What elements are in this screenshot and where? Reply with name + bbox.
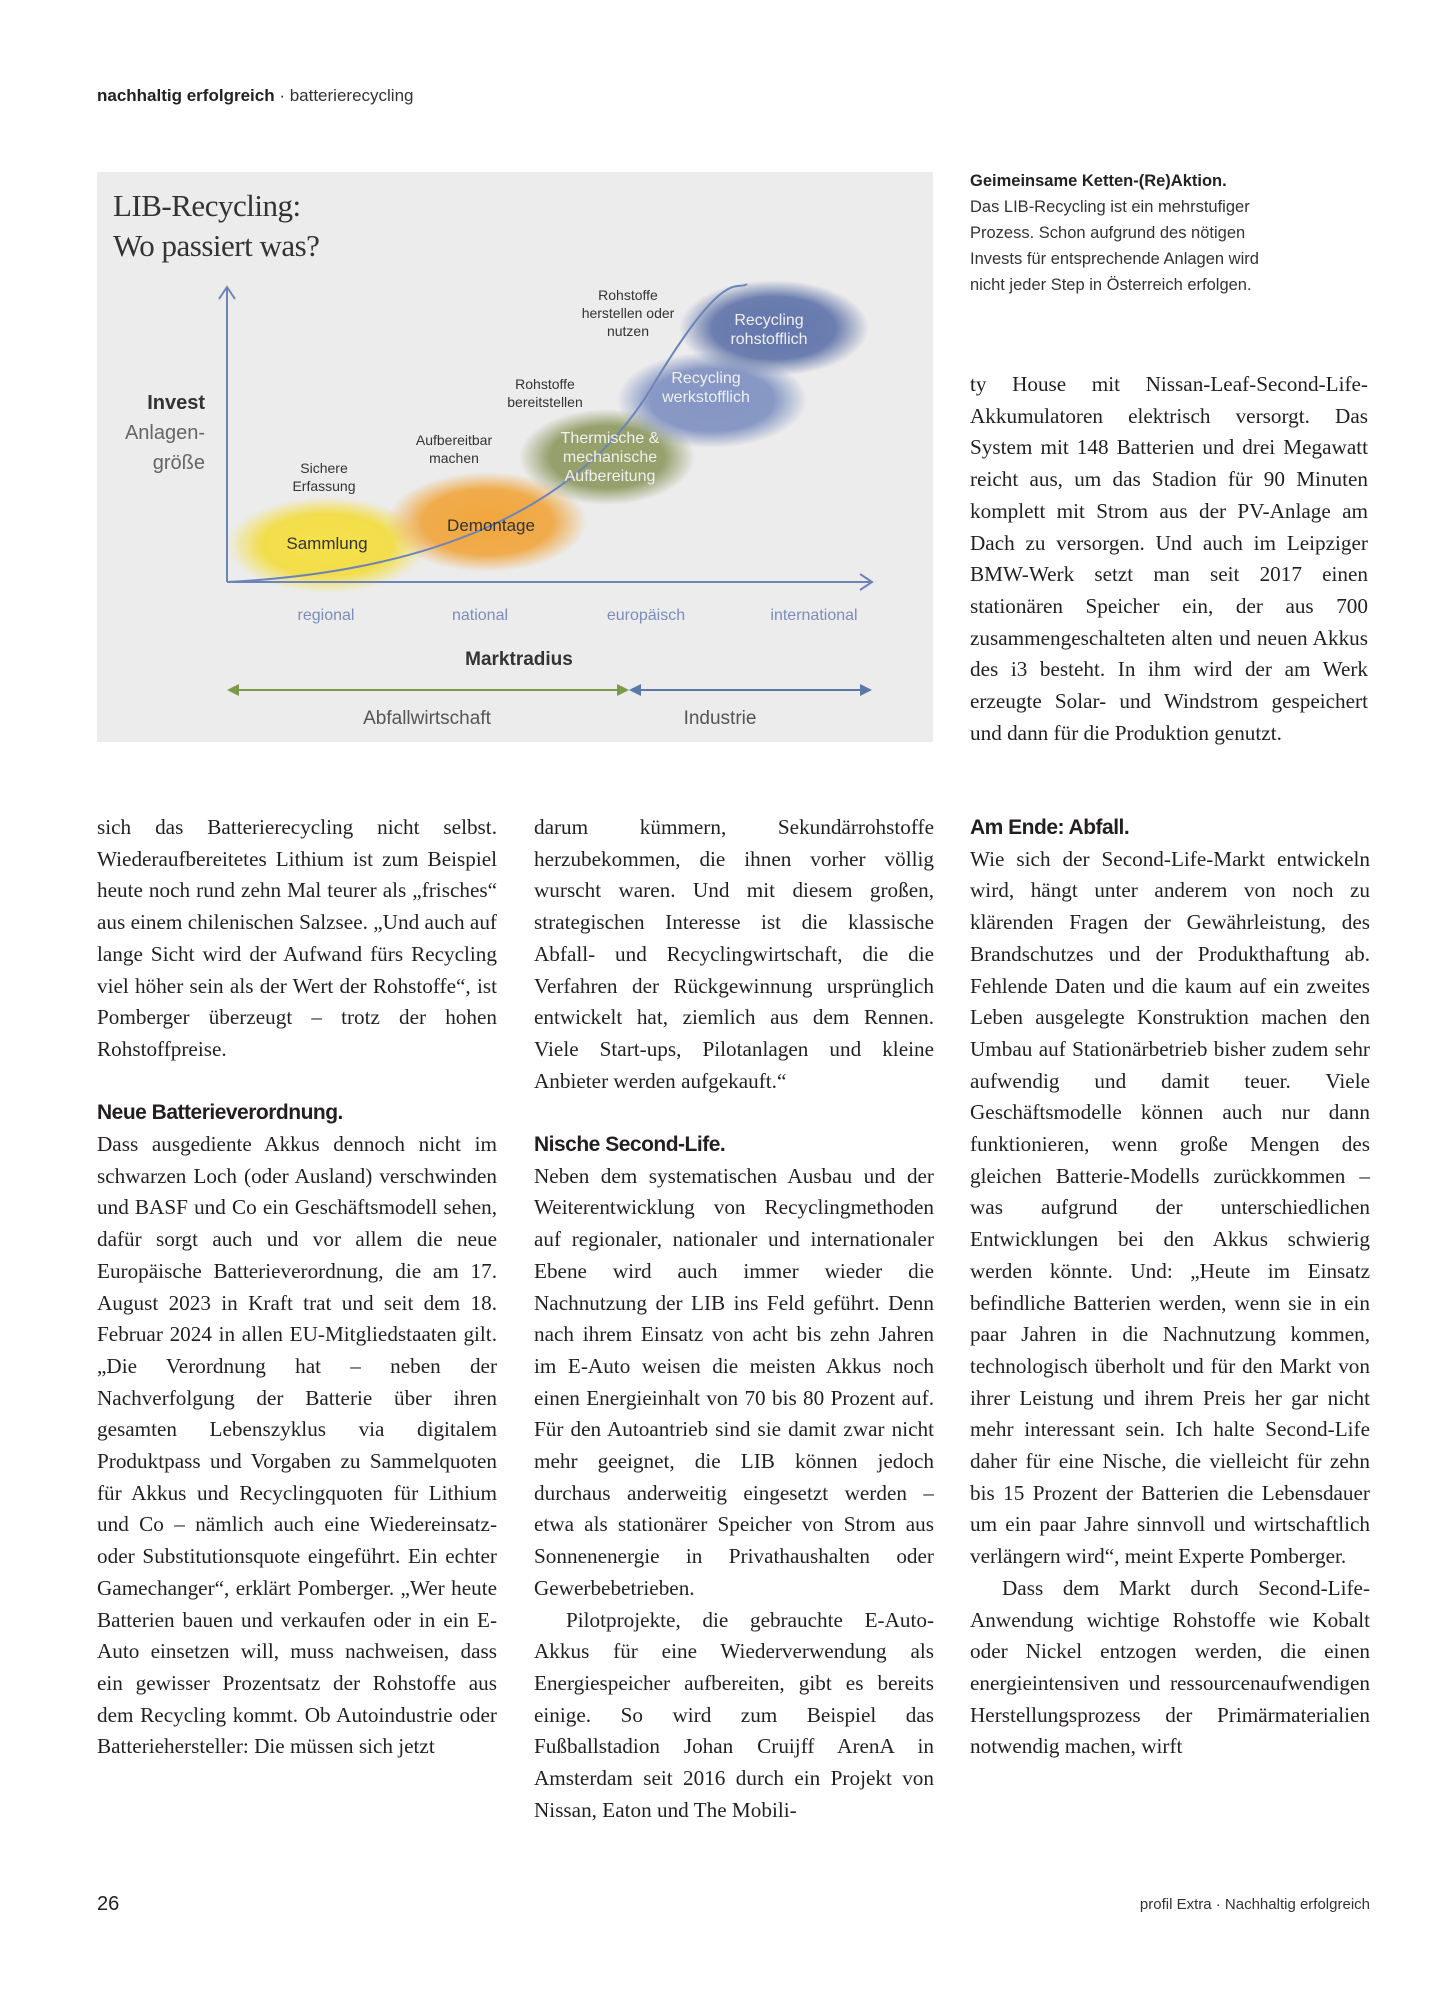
running-header [97,86,413,106]
stage-label-rohstofflich-1: Rohstoffe [598,287,658,303]
stage-name-demontage: Demontage [447,516,535,535]
stage-name-aufbereitung-1: Thermische & [560,430,660,447]
x-axis-title: Marktradius [465,649,573,670]
stage-label-aufbereitung-2: bereitstellen [507,394,583,410]
caption-line: Das LIB-Recycling ist ein mehrstufiger [970,198,1250,216]
column-3 [970,812,1370,1763]
col1-heading: Neue Batterieverordnung. [97,1101,343,1125]
recycling-diagram [97,172,933,742]
y-axis-label-line1: Anlagen- [124,422,205,444]
sector-label-industry: Industrie [683,708,757,729]
stage-label-demontage-1: Aufbereitbar [415,432,493,448]
diagram-title-line2: Wo passiert was? [113,228,320,263]
stage-name-sammlung: Sammlung [286,534,368,553]
x-tick-regional: regional [297,607,355,624]
column-3-top [970,369,1368,749]
y-axis-label-invest: Invest [147,392,205,414]
header-topic: batterierecycling [289,86,414,105]
stage-name-aufbereitung-3: Aufbereitung [564,468,656,485]
col2-heading: Nische Second-Life. [534,1133,726,1157]
header-separator: · [274,86,290,105]
stage-label-sammlung-1: Sichere [300,460,348,476]
sector-label-waste: Abfallwirtschaft [363,708,491,729]
y-axis-label-line2: größe [152,452,205,474]
sector-arrow-right-icon [860,684,872,696]
col3-paragraph-1: Wie sich der Second-Life-Markt entwickeln wird, hängt unter anderem von noch zu klärenden Fragen der Gewährleistung, des Brandschutzes und der Produkthaftung ab. Fehlende Daten und die kaum auf ein zweites Leben ausgelegte Konstruktion machen den Umbau auf Stationärbetrieb bisher zudem sehr aufwendig und damit teuer. Viele Geschäftsmodelle können auch nur dann funktionieren, wenn große Mengen des gleichen Batterie-Modells zurückkommen – was aufgrund der unterschiedlichen Entwicklungen bei den Akkus schwierig werden könnte. Und: „Heute im Einsatz befindliche Batterien werden, wenn sie in ein paar Jahren in die Nachnutzung kommen, technologisch überholt und für den Markt von ihrer Leistung und ihrem Preis her gar nicht mehr interessant sein. Ich halte Second-Life daher für eine Nische, die vielleicht für zehn bis 15 Prozent der Batterien die Lebensdauer um ein paar Jahre sinnvoll und wirtschaftlich verlängern wird“, meint Experte Pomberger. [970,846,1370,1569]
col2-paragraph-1: darum kümmern, Sekundärrohstoffe herzubekommen, die ihnen vorher völlig wurscht waren. Und mit diesem großen, strategischen Interesse ist die klassische Abfall- und Recyclingwirtschaft, die die Verfahren der Rückgewinnung ursprünglich entwickelt hat, ziemlich aus dem Rennen. Viele Start-ups, Pilotanlagen und kleine Anbieter werden aufgekauft.“ [534,815,934,1093]
col3-top-paragraph: ty House mit Nissan-Leaf-Second-Life-Akkumulatoren elektrisch versorgt. Das System mit 148 Batterien und drei Megawatt reicht aus, um das Stadion für 90 Minuten komplett mit Strom aus der PV-Anlage am Dach zu versorgen. Und auch im Leipziger BMW-Werk setzt man seit 2017 einen stationären Speicher ein, der aus 700 zusammengeschalteten alten und neuen Akkus des i3 besteht. In ihm wird der am Werk erzeugte Solar- und Windstrom gespeichert und dann für die Produktion genutzt. [970,372,1368,745]
stage-label-rohstofflich-2: herstellen oder [581,305,675,321]
figure-caption [970,168,1300,298]
stage-name-rohstofflich-2: rohstofflich [730,331,808,348]
x-tick-international: international [770,607,858,624]
stage-label-aufbereitung-1: Rohstoffe [515,376,575,392]
page-number: 26 [97,1893,120,1915]
footer-publication: profil Extra · Nachhaltig erfolgreich [1139,1896,1370,1913]
diagram-title-line1: LIB-Recycling: [113,188,301,223]
col1-paragraph-1: sich das Batterierecycling nicht selbst. Wiederaufbereitetes Lithium ist zum Beispiel heute noch rund zehn Mal teurer als „frisches“ aus einem chilenischen Salzsee. „Und auch auf lange Sicht wird der Aufwand fürs Recycling viel höher sein als der Wert der Rohstoffe“, ist Pomberger überzeugt – trotz der hohen Rohstoffpreise. [97,815,497,1061]
header-section: nachhaltig erfolgreich [97,86,275,105]
stage-name-aufbereitung-2: mechanische [562,449,658,466]
stage-label-rohstofflich-3: nutzen [606,323,650,339]
column-1 [97,812,497,1763]
caption-title: Geimeinsame Ketten-(Re)Aktion. [970,172,1227,190]
stage-name-werkstofflich-1: Recycling [671,370,741,387]
caption-line: Invests für entsprechende Anlagen wird [970,250,1259,268]
x-tick-national: national [451,607,509,624]
col1-paragraph-2: Dass ausgediente Akkus dennoch nicht im schwarzen Loch (oder Ausland) verschwinden und BASF und Co ein Geschäftsmodell sehen, dafür sorgt auch und vor allem die neue Europäische Batterieverordnung, die am 17. August 2023 in Kraft trat und seit dem 18. Februar 2024 in allen EU-Mitgliedstaaten gilt. „Die Verordnung hat – neben der Nachverfolgung der Batterie über ihren gesamten Lebenszyklus via digitalem Produktpass und Vorgaben zu Sammelquoten für Akkus und Recyclingquoten für Lithium und Co – nämlich auch eine Wiedereinsatz- oder Substitutionsquote eingeführt. Ein echter Gamechanger“, erklärt Pomberger. „Wer heute Batterien bauen und verkaufen oder in ein E-Auto einsetzen will, muss nachweisen, dass ein gewisser Prozentsatz der Rohstoffe aus dem Recycling kommt. Ob Autoindustrie oder Batteriehersteller: Die müssen sich jetzt [97,1132,497,1759]
column-2 [534,812,934,1826]
caption-line: nicht jeder Step in Österreich erfolgen. [970,276,1252,294]
x-tick-europaeisch: europäisch [606,607,686,624]
caption-line: Prozess. Schon aufgrund des nötigen [970,224,1246,242]
sector-arrow-waste-right-icon [617,684,629,696]
sector-arrow-left-icon [227,684,239,696]
col3-paragraph-2: Dass dem Markt durch Second-Life-Anwendung wichtige Rohstoffe wie Kobalt oder Nickel entzogen werden, die einen energieintensiven und ressourcenaufwendigen Herstellungsprozess der Primärmaterialien notwendig machen, wirft [970,1575,1370,1759]
stage-label-sammlung-2: Erfassung [292,478,356,494]
stage-label-demontage-2: machen [429,450,479,466]
col2-paragraph-2: Neben dem systematischen Ausbau und der Weiterentwicklung von Recyclingmethoden auf regionaler, nationaler und internationaler Ebene wird auch immer wieder die Nachnutzung der LIB ins Feld geführt. Denn nach ihrem Einsatz von acht bis zehn Jahren im E-Auto weisen die meisten Akkus noch einen Energieinhalt von 70 bis 80 Prozent auf. Für den Autoantrieb sind sie damit zwar nicht mehr geeignet, die LIB können jedoch durchaus anderweitig eingesetzt werden – etwa als stationärer Speicher von Strom aus Sonnenenergie in Privathaushalten oder Gewerbebetrieben. [534,1163,934,1600]
stage-name-werkstofflich-2: werkstofflich [662,389,750,406]
diagram-svg [97,172,933,742]
col2-paragraph-3: Pilotprojekte, die gebrauchte E-Auto-Akkus für eine Wiederverwendung als Energiespeicher aufbereiten, gibt es bereits einige. So wird zum Beispiel das Fußballstadion Johan Cruijff ArenA in Amsterdam seit 2016 durch ein Projekt von Nissan, Eaton und The Mobili- [534,1607,934,1822]
sector-arrow-industry-left-icon [629,684,641,696]
col3-heading: Am Ende: Abfall. [970,816,1130,839]
stage-name-rohstofflich-1: Recycling [734,312,804,329]
